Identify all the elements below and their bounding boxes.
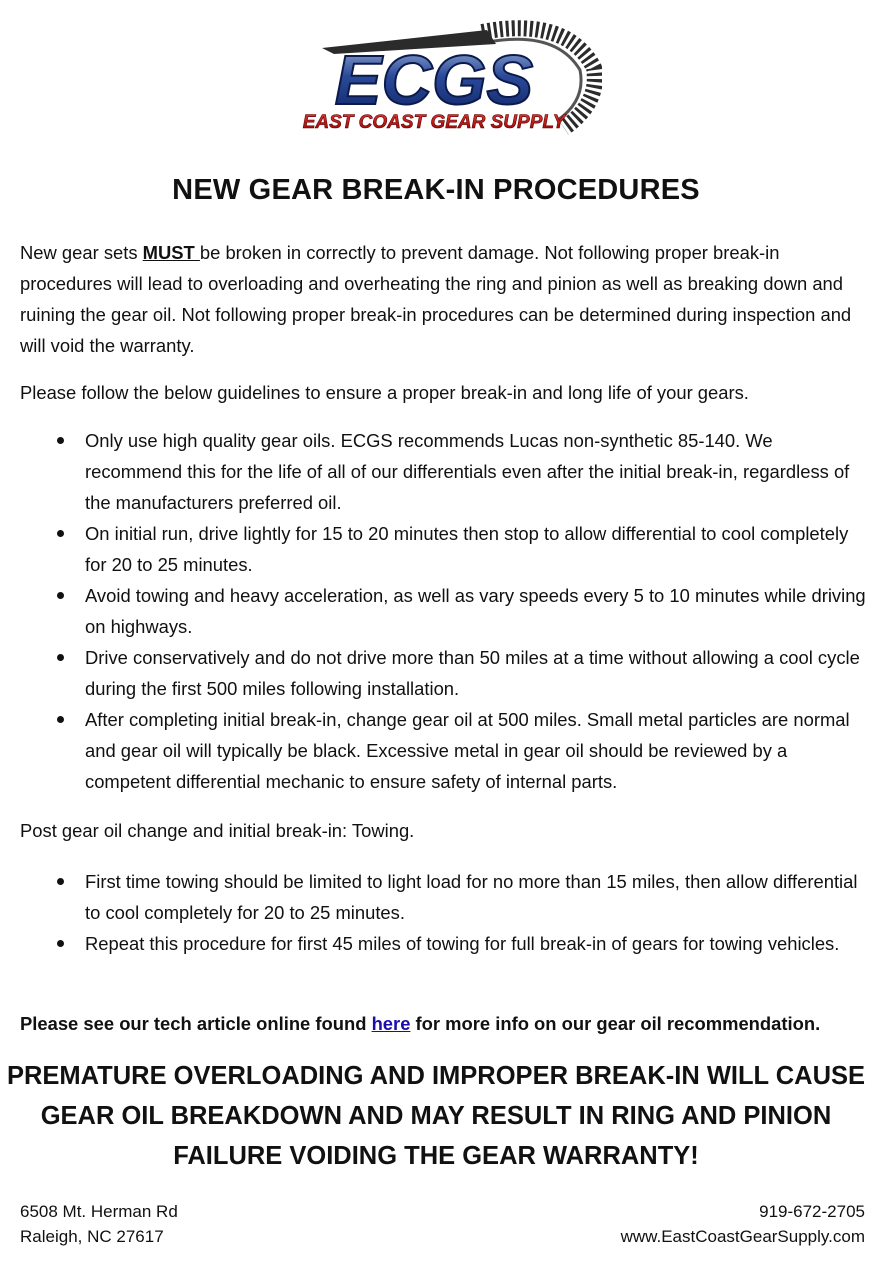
website-url: www.EastCoastGearSupply.com: [620, 1227, 865, 1246]
intro-paragraph: [20, 237, 856, 361]
gear-logo-graphic: [282, 8, 602, 140]
intro-before: New gear sets: [20, 242, 143, 263]
intro-after: be broken in correctly to prevent damage. Not following proper break-in procedures will lead to overloading and overheating the ring and pinion as well as breaking down and ruining the gear oil. Not following proper break-in procedures can be determined during inspection and will void the warranty.: [20, 242, 852, 356]
guidelines-list: [20, 425, 866, 797]
guidelines-intro: Please follow the below guidelines to ensure a proper break-in and long life of your gears.: [20, 382, 749, 403]
bullet-icon: [57, 716, 64, 723]
warning-block: [0, 1056, 872, 1176]
list-item-text: On initial run, drive lightly for 15 to 20 minutes then stop to allow differential to cool completely for 20 to 25 minutes.: [85, 523, 849, 575]
warning-line: GEAR OIL BREAKDOWN AND MAY RESULT IN RING AND PINION: [40, 1102, 832, 1130]
tech-note-after: for more info on our gear oil recommendation.: [410, 1013, 821, 1034]
footer-address: [20, 1199, 178, 1249]
address-line-1: 6508 Mt. Herman Rd: [20, 1202, 178, 1221]
bullet-icon: [57, 878, 64, 885]
list-item-text: Only use high quality gear oils. ECGS recommends Lucas non-synthetic 85-140. We recommend this for the life of all of our differentials even after the initial break-in, regardless of the manufacturers preferred oil.: [85, 430, 850, 513]
list-item: [20, 580, 866, 642]
bullet-icon: [57, 592, 64, 599]
list-item: [20, 928, 866, 959]
list-item-text: Drive conservatively and do not drive more than 50 miles at a time without allowing a cool cycle during the first 500 miles following installation.: [85, 647, 860, 699]
list-item-text: After completing initial break-in, change gear oil at 500 miles. Small metal particles are normal and gear oil will typically be black. Excessive metal in gear oil should be reviewed by a competent differential mechanic to ensure safety of internal parts.: [85, 709, 850, 792]
bullet-icon: [57, 940, 64, 947]
list-item: [20, 866, 866, 928]
list-item: [20, 642, 866, 704]
warning-line: FAILURE VOIDING THE GEAR WARRANTY!: [173, 1142, 699, 1170]
list-item-text: First time towing should be limited to light load for no more than 15 miles, then allow differential to cool completely for 20 to 25 minutes.: [85, 871, 858, 923]
list-item-text: Repeat this procedure for first 45 miles of towing for full break-in of gears for towing vehicles.: [85, 933, 840, 954]
address-line-2: Raleigh, NC 27617: [20, 1227, 164, 1246]
intro-emphasis: MUST: [142, 242, 200, 263]
towing-intro: Post gear oil change and initial break-in: Towing.: [20, 820, 415, 841]
logo-brand-text: ECGS: [334, 41, 534, 119]
phone-number: 919-672-2705: [759, 1202, 865, 1221]
footer-contact: [621, 1199, 865, 1249]
towing-list: [20, 866, 866, 959]
ecgs-logo: [282, 8, 602, 140]
tech-article-note: [20, 1008, 856, 1039]
list-item: [20, 518, 866, 580]
bullet-icon: [57, 437, 64, 444]
bullet-icon: [57, 654, 64, 661]
page-title: NEW GEAR BREAK-IN PROCEDURES: [172, 174, 700, 206]
tech-note-before: Please see our tech article online found: [20, 1013, 372, 1034]
list-item: [20, 425, 866, 518]
list-item-text: Avoid towing and heavy acceleration, as well as vary speeds every 5 to 10 minutes while driving on highways.: [85, 585, 866, 637]
warning-line: PREMATURE OVERLOADING AND IMPROPER BREAK-IN WILL CAUSE: [6, 1062, 866, 1090]
tech-article-link[interactable]: here: [371, 1013, 411, 1034]
logo-tagline-text: EAST COAST GEAR SUPPLY: [302, 112, 566, 133]
bullet-icon: [57, 530, 64, 537]
list-item: [20, 704, 866, 797]
